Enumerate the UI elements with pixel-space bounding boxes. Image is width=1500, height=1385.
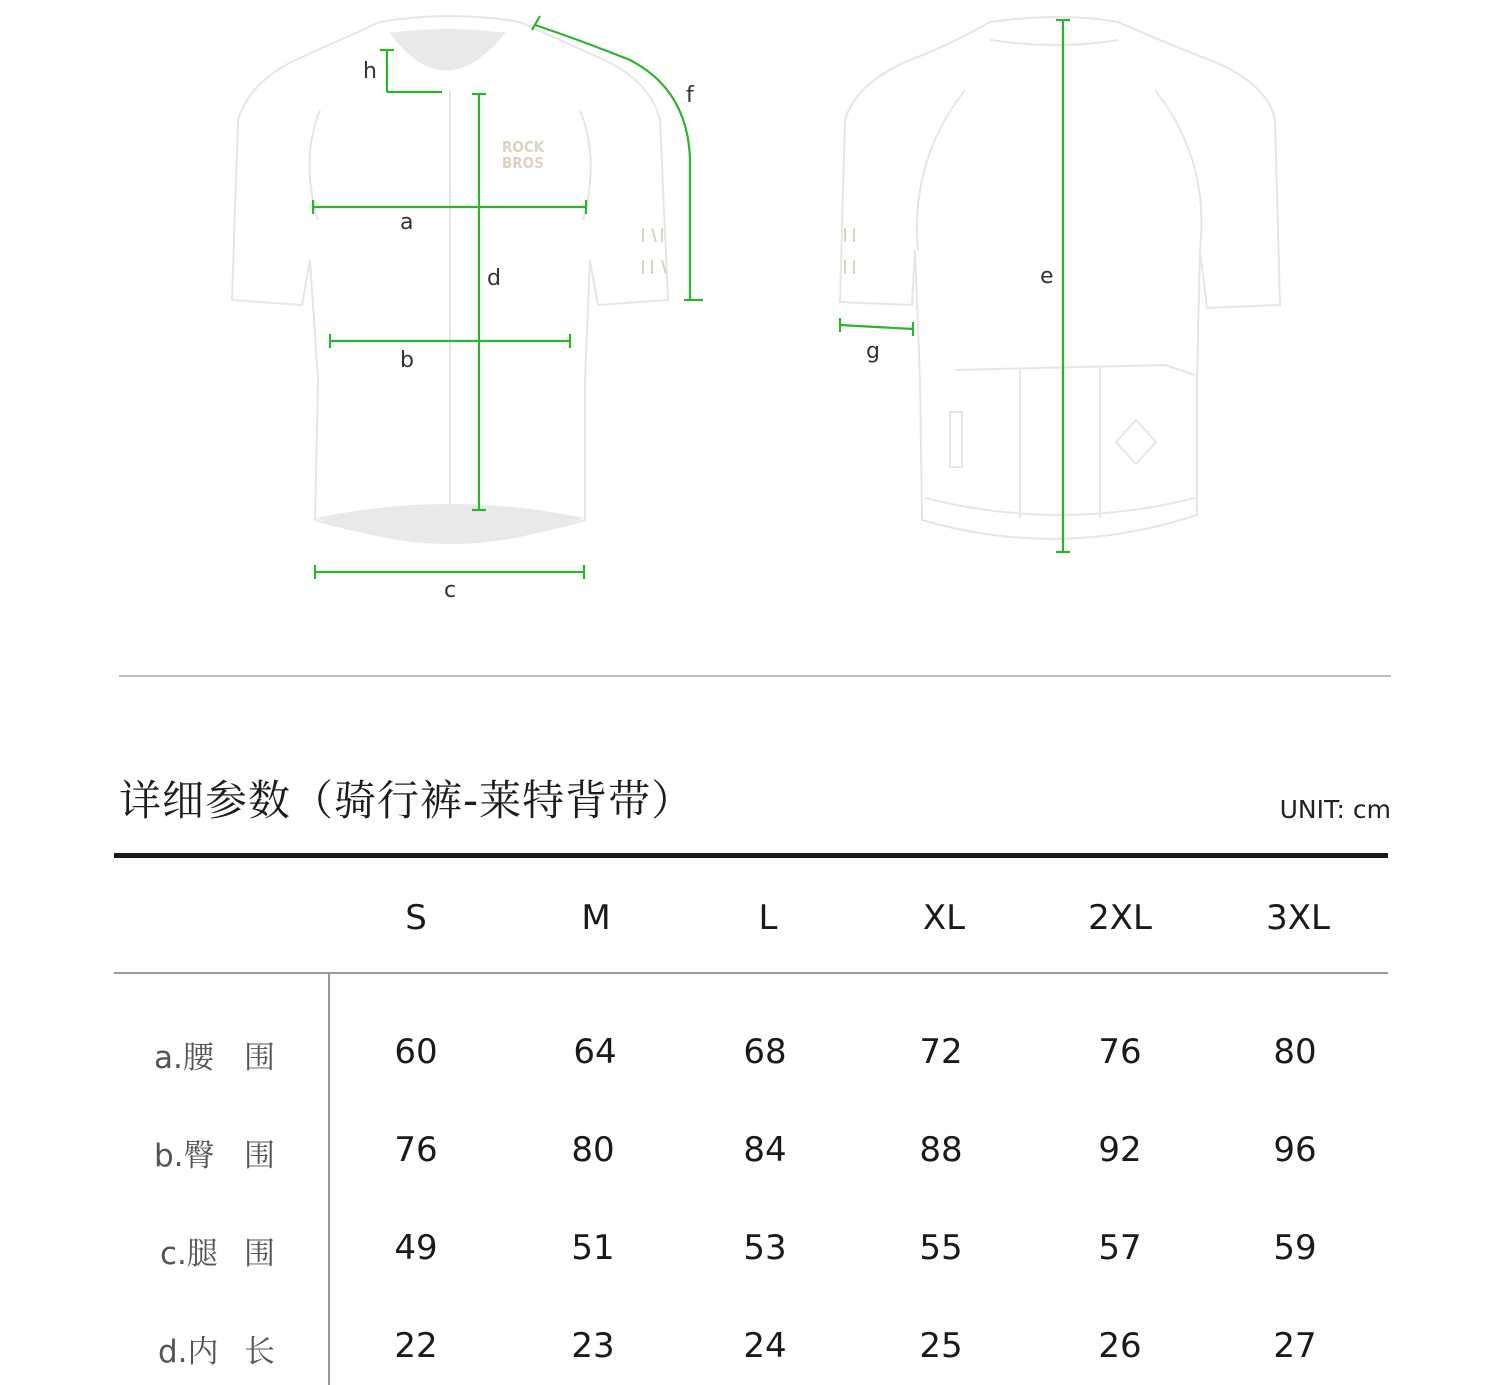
row-label-hip	[154, 1130, 324, 1175]
front-logo-bottom: BROS	[502, 154, 544, 172]
measure-label-h: h	[363, 59, 377, 84]
front-measure-lines	[313, 16, 703, 579]
table-cell: 53	[743, 1228, 787, 1268]
table-cell: 80	[1273, 1032, 1317, 1072]
table-cell: 55	[919, 1228, 963, 1268]
size-header-2xl: 2XL	[1088, 898, 1152, 938]
table-cell: 22	[394, 1326, 438, 1366]
table-cell: 80	[571, 1130, 615, 1170]
section-divider	[119, 675, 1391, 677]
row-label-waist	[154, 1032, 324, 1077]
front-hem	[316, 504, 584, 544]
measure-label-b: b	[400, 348, 414, 373]
row-label-suffix: 围	[244, 1236, 275, 1272]
row-label-suffix: 长	[244, 1334, 275, 1370]
size-header-l: L	[758, 898, 778, 938]
table-cell: 57	[1098, 1228, 1142, 1268]
table-cell: 59	[1273, 1228, 1317, 1268]
table-cell: 88	[919, 1130, 963, 1170]
measure-label-a: a	[400, 210, 414, 235]
table-cell: 25	[919, 1326, 963, 1366]
row-label-thigh	[154, 1228, 324, 1273]
size-header-3xl: 3XL	[1266, 898, 1330, 938]
table-cell: 51	[571, 1228, 615, 1268]
row-label-suffix: 围	[244, 1138, 275, 1174]
jersey-measurement-diagram	[0, 0, 1500, 640]
table-cell: 26	[1098, 1326, 1142, 1366]
unit-label: UNIT: cm	[1279, 795, 1391, 824]
table-header-rule	[114, 972, 1388, 974]
table-cell: 84	[743, 1130, 787, 1170]
table-cell: 76	[1098, 1032, 1142, 1072]
table-top-rule	[114, 853, 1388, 858]
measure-label-g: g	[866, 339, 880, 364]
table-cell: 96	[1273, 1130, 1317, 1170]
table-cell: 72	[919, 1032, 963, 1072]
measure-label-f: f	[686, 83, 694, 108]
row-label-prefix: a.腰	[154, 1040, 214, 1076]
table-cell: 68	[743, 1032, 787, 1072]
measure-label-c: c	[444, 578, 457, 603]
back-jersey-outline	[840, 17, 1280, 539]
front-logo-top: ROCK	[502, 138, 545, 156]
row-label-prefix: d.内	[158, 1334, 219, 1370]
measure-label-e: e	[1040, 264, 1054, 289]
table-cell: 24	[743, 1326, 787, 1366]
table-cell: 92	[1098, 1130, 1142, 1170]
size-header-m: M	[581, 898, 611, 938]
table-label-column-divider	[328, 974, 330, 1385]
back-measure-lines	[840, 20, 1070, 552]
table-cell: 64	[573, 1032, 617, 1072]
size-header-xl: XL	[922, 898, 966, 938]
table-cell: 49	[394, 1228, 438, 1268]
table-cell: 23	[571, 1326, 615, 1366]
front-collar	[390, 29, 505, 71]
table-cell: 76	[394, 1130, 438, 1170]
row-label-prefix: c.腿	[160, 1236, 218, 1272]
table-title: 详细参数（骑行裤-莱特背带）	[119, 776, 695, 825]
row-label-suffix: 围	[244, 1040, 275, 1076]
front-jersey-outline	[232, 16, 668, 540]
measure-label-d: d	[487, 266, 501, 291]
back-sleeve-marks	[845, 228, 854, 274]
table-cell: 60	[394, 1032, 438, 1072]
row-label-prefix: b.臀	[154, 1138, 215, 1174]
row-label-inseam	[154, 1326, 324, 1371]
table-cell: 27	[1273, 1326, 1317, 1366]
size-header-s: S	[405, 898, 427, 938]
front-sleeve-marks	[643, 228, 666, 274]
